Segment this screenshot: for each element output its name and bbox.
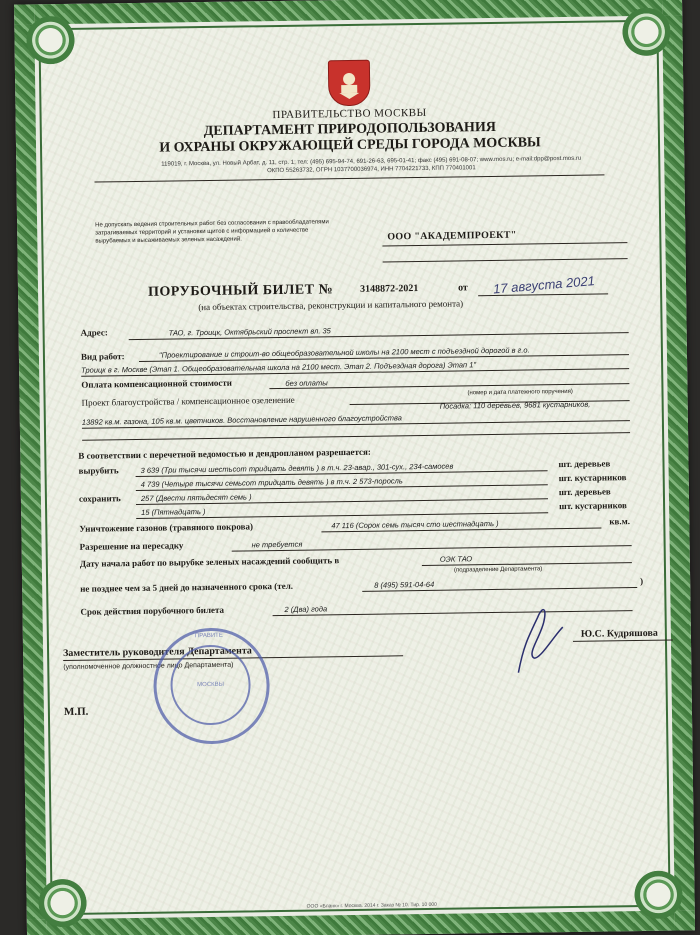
- stamp-center: [170, 644, 251, 725]
- keep-shrubs-unit: шт. кустарников: [559, 500, 627, 512]
- dept-title-line2: И ОХРАНЫ ОКРУЖАЮЩЕЙ СРЕДЫ ГОРОДА МОСКВЫ: [159, 135, 541, 156]
- project-value-1: Посадка: 110 деревьев, 9681 кустарников,: [439, 399, 591, 411]
- validity-label: Срок действия порубочного билета: [80, 604, 225, 617]
- cut-label: вырубить: [78, 465, 119, 476]
- signer-position: Заместитель руководителя Департамента: [63, 645, 252, 660]
- gov-title: ПРАВИТЕЛЬСТВО МОСКВЫ: [272, 106, 427, 122]
- replant-label: Разрешение на пересадку: [79, 540, 184, 552]
- project-label: Проект благоустройства / компенсационное озеленение: [81, 394, 295, 408]
- lawn-unit: кв.м.: [609, 516, 631, 527]
- footer-print: ООО «Бланк» г. Москва. 2014 г. Заказ № 10. Тир. 10 000: [306, 901, 437, 910]
- project-value-2: 13892 кв.м. газона, 105 кв.м. цветников. Восстановление нарушенного благоустройства: [81, 413, 402, 427]
- work-value-2: Троицк в г. Москве (Этап 1. Общеобразовательная школа на 2100 мест. Этап 2. Подъездная дорога) Этап 1": [81, 360, 477, 375]
- payment-label: Оплата компенсационной стоимости: [81, 377, 232, 390]
- ticket-from: от: [457, 282, 468, 294]
- ticket-title: ПОРУБОЧНЫЙ БИЛЕТ №: [147, 282, 334, 300]
- dept-contacts-line: 119019, г. Москва, ул. Новый Арбат, д. 11, стр. 1; тел: (495) 695-94-74, 691-26-63, 695-01-41; факс (495) 691-08-07; www.mos.ru; e-mail:dpp@post.mos.ru: [161, 155, 582, 168]
- stamp-top-text: ПРАВИТЕ: [194, 632, 223, 640]
- seal-place: М.П.: [63, 705, 89, 719]
- keep-trees-value: 257 (Двести пятьдесят семь ): [140, 492, 252, 503]
- validity-value: 2 (Два) года: [284, 604, 328, 614]
- cut-trees-value: 3 639 (Три тысячи шестьсот тридцать девять ) в т.ч. 23-авар., 301-сух., 234-самосев: [140, 461, 454, 475]
- stamp-center-text: МОСКВЫ: [197, 681, 224, 689]
- moscow-coat-of-arms-icon: [328, 60, 371, 107]
- ticket-number: 3148872-2021: [359, 283, 419, 295]
- warning-notice: Не допускать ведения строительных работ без согласования с правообладателями затрагиваемых территорий и установки щитов с информацией о количестве вырубаемых и высаживаемых зеленых насаждений.: [95, 219, 329, 245]
- ticket-date: 17 августа 2021: [492, 273, 596, 297]
- keep-label: сохранить: [78, 493, 121, 504]
- dept-title-line1: ДЕПАРТАМЕНТ ПРИРОДОПОЛЬЗОВАНИЯ: [203, 119, 497, 140]
- cut-shrubs-unit: шт. кустарников: [558, 472, 627, 484]
- address-value: ТАО, г. Троицк, Октябрьский проспект вл. 35: [168, 326, 331, 338]
- permits-heading: В соответствии с перечетной ведомостью и дендропланом разрешается:: [78, 446, 371, 461]
- work-label: Вид работ:: [80, 351, 125, 362]
- deadline-phone: 8 (495) 591-04-64: [374, 579, 435, 590]
- document-sheet: [14, 0, 695, 935]
- notify-label: Дату начала работ по вырубке зеленых насаждений сообщить в: [79, 555, 340, 569]
- lawn-value: 47 116 (Сорок семь тысяч сто шестнадцать ): [331, 518, 499, 531]
- replant-value: не требуется: [251, 539, 303, 550]
- project-note: (номер и дата платежного поручения): [467, 388, 573, 397]
- signer-name: Ю.С. Кудряшова: [580, 627, 658, 640]
- notify-note: (подразделение Департамента): [453, 566, 543, 574]
- payment-value: без оплаты: [285, 378, 328, 388]
- lawn-label: Уничтожение газонов (травяного покрова): [79, 521, 254, 534]
- cut-shrubs-value: 4 739 (Четыре тысячи семьсот тридцать девять ) в т.ч. 2 573-поросль: [140, 476, 403, 489]
- work-value-1: "Проектирование и строит-во общеобразовательной школы на 2100 мест с подъездной дорогой в г.о.: [158, 345, 530, 360]
- signer-position-note: (уполномоченное должностное лицо Департамента): [63, 661, 234, 672]
- deadline-label: не позднее чем за 5 дней до назначенного срока (тел.: [80, 580, 294, 594]
- handwritten-signature: [507, 597, 568, 678]
- cut-trees-unit: шт. деревьев: [558, 458, 611, 470]
- keep-trees-unit: шт. деревьев: [558, 486, 611, 498]
- keep-shrubs-value: 15 (Пятнадцать ): [141, 507, 206, 517]
- ticket-subtitle: (на объектах строительства, реконструкции и капитального ремонта): [198, 298, 464, 313]
- deadline-close: ): [640, 575, 644, 586]
- dept-okpo-line: ОКПО 55263732, ОГРН 1037700036974, ИНН 7704221733, КПП 770401001: [267, 165, 476, 175]
- address-label: Адрес:: [80, 327, 108, 338]
- organization-name: ООО "АКАДЕМПРОЕКТ": [387, 229, 517, 243]
- notify-value: ОЭК ТАО: [439, 554, 473, 564]
